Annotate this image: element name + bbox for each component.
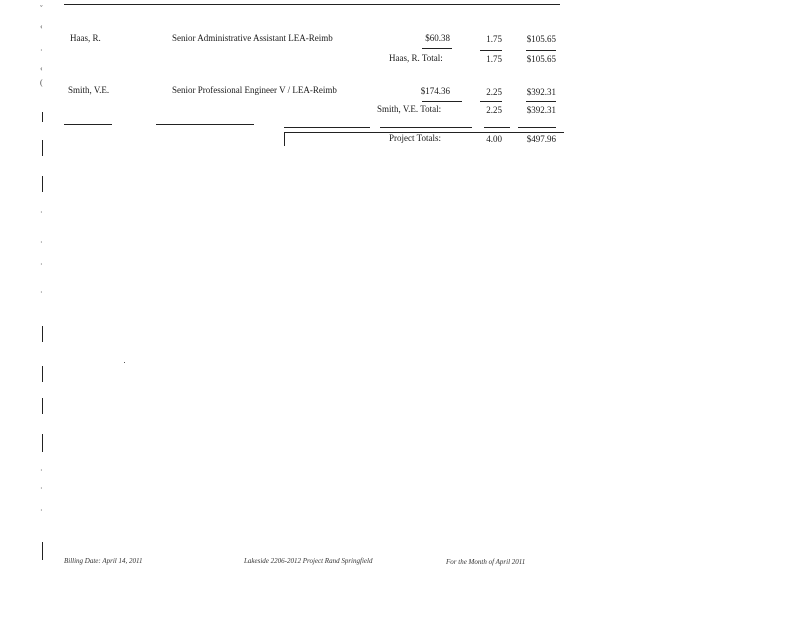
margin-mark: · <box>40 484 43 493</box>
separator-rule <box>64 124 112 125</box>
hours: 2.25 <box>486 87 502 97</box>
employee-title: Senior Administrative Assistant LEA-Reimb <box>172 33 333 43</box>
amount-underline <box>526 101 556 102</box>
subtotal-hours: 2.25 <box>486 105 502 115</box>
rate-underline <box>422 101 462 102</box>
margin-bracket <box>42 398 43 414</box>
subtotal-hours: 1.75 <box>486 54 502 64</box>
separator-rule <box>484 127 510 128</box>
margin-bracket <box>42 434 43 452</box>
hours: 1.75 <box>486 34 502 44</box>
hours-underline <box>480 50 502 51</box>
subtotal-label: Smith, V.E. Total: <box>377 104 442 114</box>
employee-title: Senior Professional Engineer V / LEA-Reimb <box>172 85 337 95</box>
margin-mark: · <box>40 260 43 269</box>
amount-underline <box>526 50 556 51</box>
employee-name: Smith, V.E. <box>68 85 110 95</box>
margin-bracket <box>42 176 43 192</box>
margin-mark: · <box>40 506 43 515</box>
subtotal-label: Haas, R. Total: <box>389 53 443 63</box>
speck <box>124 362 125 363</box>
margin-mark: · <box>40 46 43 55</box>
separator-rule <box>380 127 472 128</box>
margin-bracket <box>42 366 43 382</box>
margin-bracket <box>42 140 43 156</box>
margin-bracket <box>42 112 43 122</box>
margin-mark: ‹ <box>40 22 43 31</box>
margin-bracket <box>42 326 43 342</box>
separator-rule <box>518 127 556 128</box>
margin-mark: · <box>40 466 43 475</box>
bill-rate: $174.36 <box>420 86 450 96</box>
margin-bracket <box>42 542 43 560</box>
amount: $105.65 <box>526 34 556 44</box>
separator-rule <box>156 124 254 125</box>
employee-name: Haas, R. <box>70 33 101 43</box>
bill-rate: $60.38 <box>425 33 450 43</box>
subtotal-amount: $392.31 <box>526 105 556 115</box>
project-totals-amount: $497.96 <box>526 134 556 144</box>
margin-mark: · <box>40 208 43 217</box>
top-rule <box>64 4 560 5</box>
separator-rule <box>284 127 370 128</box>
billing-period: For the Month of April 2011 <box>446 558 526 566</box>
margin-mark: · <box>40 238 43 247</box>
margin-mark: ( <box>40 78 43 87</box>
subtotal-amount: $105.65 <box>526 54 556 64</box>
project-name: Lakeside 2206-2012 Project Rand Springfield <box>244 557 373 565</box>
amount: $392.31 <box>526 87 556 97</box>
rate-underline <box>422 48 452 49</box>
margin-mark: ˇ <box>40 4 43 13</box>
project-totals-hours: 4.00 <box>486 134 502 144</box>
billing-date: Billing Date: April 14, 2011 <box>64 557 143 565</box>
hours-underline <box>480 101 502 102</box>
totals-box-left <box>284 132 285 146</box>
project-totals-label: Project Totals: <box>389 133 441 143</box>
margin-mark: · <box>40 288 43 297</box>
margin-mark: ‹ <box>40 64 43 73</box>
